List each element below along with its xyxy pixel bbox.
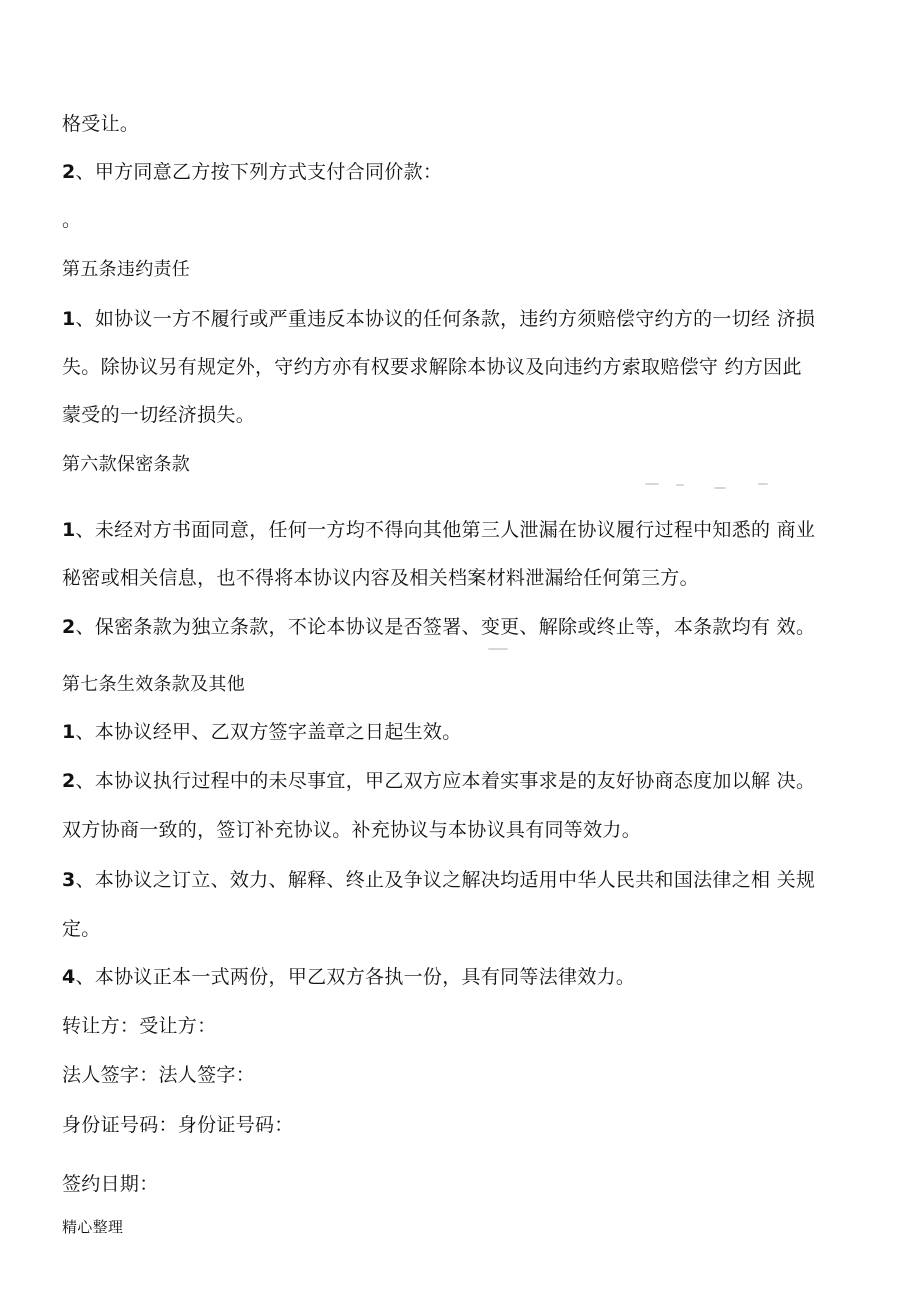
section-heading-confidentiality: 第六款保密条款 [62, 454, 191, 475]
text-line: 定。 [62, 918, 101, 940]
signature-transferor-transferee: 转让方：受让方： [62, 1015, 217, 1037]
text-line: 格受让。 [62, 113, 140, 135]
text-line: 失。除协议另有规定外，守约方亦有权要求解除本协议及向违约方索取赔偿守 约方因此 [62, 356, 802, 378]
text-line: 。 [62, 209, 82, 231]
section-heading-breach: 第五条违约责任 [62, 259, 191, 280]
clause-payment-2: 2、甲方同意乙方按下列方式支付合同价款： [62, 161, 443, 183]
clause-confidentiality-1: 1、未经对方书面同意，任何一方均不得向其他第三人泄漏在协议履行过程中知悉的 商业 [62, 519, 816, 541]
clause-effect-4: 4、本协议正本一式两份，甲乙双方各执一份，具有同等法律效力。 [62, 966, 636, 988]
clause-breach-1: 1、如协议一方不履行或严重违反本协议的任何条款，违约方须赔偿守约方的一切经 济损 [62, 308, 816, 330]
scan-speck [758, 483, 768, 485]
clause-effect-3: 3、本协议之订立、效力、解释、终止及争议之解决均适用中华人民共和国法律之相 关规 [62, 869, 816, 891]
signature-legal-rep: 法人签字：法人签字： [62, 1064, 256, 1086]
clause-effect-2: 2、本协议执行过程中的未尽事宜，甲乙双方应本着实事求是的友好协商态度加以解 决。 [62, 770, 816, 792]
clause-effect-1: 1、本协议经甲、乙双方签字盖章之日起生效。 [62, 721, 462, 743]
section-heading-effectiveness: 第七条生效条款及其他 [62, 674, 245, 695]
text-line: 蒙受的一切经济损失。 [62, 404, 256, 426]
scan-speck [645, 483, 659, 485]
scan-speck [676, 484, 684, 486]
footer-note: 精心整理 [62, 1218, 124, 1236]
signature-id-number: 身份证号码：身份证号码： [62, 1114, 294, 1136]
text-line: 双方协商一致的，签订补充协议。补充协议与本协议具有同等效力。 [62, 819, 642, 841]
scan-speck [488, 648, 508, 650]
text-line: 秘密或相关信息，也不得将本协议内容及相关档案材料泄漏给任何第三方。 [62, 567, 699, 589]
clause-confidentiality-2: 2、保密条款为独立条款，不论本协议是否签署、变更、解除或终止等，本条款均有 效。 [62, 616, 816, 638]
scan-speck [714, 487, 726, 489]
signature-date: 签约日期： [62, 1173, 159, 1195]
